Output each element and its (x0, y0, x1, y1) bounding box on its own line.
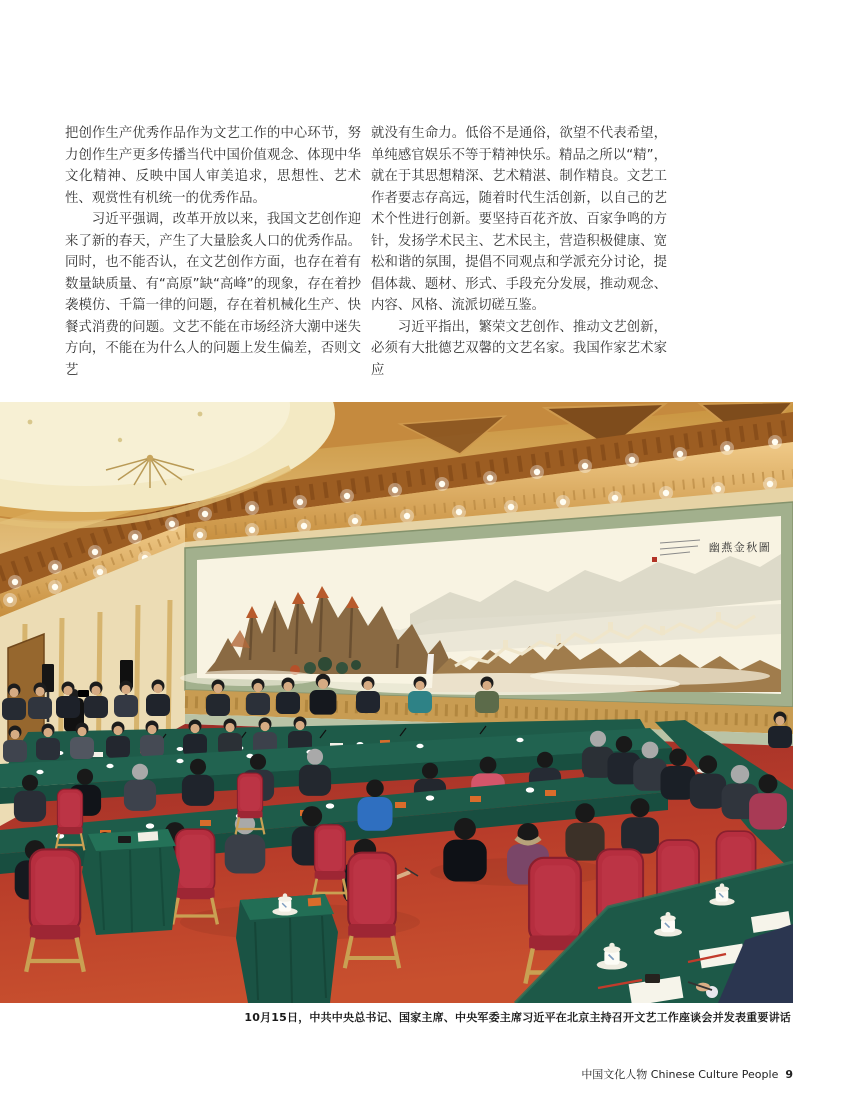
phone (118, 836, 131, 843)
painting-title: 幽燕金秋圖 (708, 541, 772, 554)
page-footer (0, 1066, 793, 1082)
paragraph: 习近平指出，繁荣文艺创作、推动文艺创新，必须有大批德艺双馨的文艺名家。我国作家艺术家应 (371, 319, 667, 378)
article-column-right (371, 123, 667, 381)
paragraph: 就没有生命力。低俗不是通俗，欲望不代表希望，单纯感官娱乐不等于精神快乐。精品之所以“精”，就在于其思想精深、艺术精湛、制作精良。文艺工作者要志存高远，随着时代生活创新，以自己的艺术个性进行创新。要坚持百花齐放、百家争鸣的方针，发扬学术民主、艺术民主，营造积极健康、宽松和谐的氛围，提倡不同观点和学派充分讨论，提倡体裁、题材、形式、手段充分发展，推动观念、内容、风格、流派切磋互鉴。 (371, 126, 667, 313)
article-column-left (65, 123, 361, 381)
page-number: 9 (785, 1068, 793, 1081)
paragraph: 把创作生产优秀作品作为文艺工作的中心环节，努力创作生产更多传播当代中国价值观念、体现中华文化精神、反映中国人审美追求，思想性、艺术性、观赏性有机统一的优秀作品。 (65, 126, 361, 206)
magazine-name: 中国文化人物 Chinese Culture People (581, 1068, 779, 1081)
name-card (308, 898, 322, 907)
photo-caption: 10月15日，中共中央总书记、国家主席、中央军委主席习近平在北京主持召开文艺工作座谈会并发表重要讲话 (244, 1011, 791, 1024)
conference-photo (0, 402, 793, 1003)
phone (645, 974, 660, 983)
seal (652, 557, 657, 562)
paragraph: 习近平强调，改革开放以来，我国文艺创作迎来了新的春天，产生了大量脍炙人口的优秀作品。同时，也不能否认，在文艺创作方面，也存在着有数量缺质量、有“高原”缺“高峰”的现象，存在着抄袭模仿、千篇一律的问题，存在着机械化生产、快餐式消费的问题。文艺不能在市场经济大潮中迷失方向，不能在为什么人的问题上发生偏差，否则文艺 (65, 212, 361, 378)
